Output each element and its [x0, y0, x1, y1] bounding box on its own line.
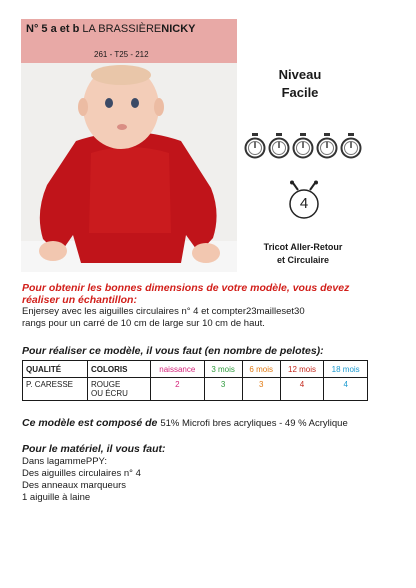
skein-count: 4: [324, 378, 368, 401]
composition-value: 51% Microfi bres acryliques - 49 % Acrylique: [160, 418, 348, 429]
level-title: Niveau: [278, 67, 322, 82]
sample-instructions-continued: rangs pour un carré de 10 cm de large sur 10 cm de haut.: [22, 318, 265, 329]
material-item: Dans lagammePPY:: [22, 456, 108, 467]
sample-heading: Pour obtenir les bonnes dimensions de votre modèle, vous devez: [22, 282, 350, 294]
stopwatch-icon: [268, 133, 290, 159]
stopwatch-icon: [340, 133, 362, 159]
material-item: Des aiguilles circulaires n° 4: [22, 468, 141, 479]
table-row: [23, 378, 368, 401]
color-cell: [88, 378, 151, 401]
baby-illustration: [21, 63, 237, 272]
pattern-title: [26, 23, 195, 35]
column-header-quality: QUALITÉ: [23, 361, 88, 378]
pattern-name-prefix: LA BRASSIÈRE: [82, 23, 162, 35]
column-header-color: COLORIS: [88, 361, 151, 378]
pattern-name-suffix: NICKY: [161, 23, 196, 35]
material-heading: Pour le matériel, il vous faut:: [22, 443, 166, 455]
model-number: N° 5 a et b: [26, 23, 80, 35]
yarn-requirements-heading: Pour réaliser ce modèle, il vous faut (en nombre de pelotes):: [22, 345, 324, 357]
quality-cell: P. CARESSE: [23, 378, 88, 401]
needle-size-value: 4: [299, 195, 309, 212]
baby-photo: [21, 63, 237, 272]
sample-instructions: Enjersey avec les aiguilles circulaires n° 4 et compter23mailleset30: [22, 306, 305, 317]
stopwatch-icon: [292, 133, 314, 159]
column-header-size: 12 mois: [280, 361, 324, 378]
skein-count: 3: [242, 378, 280, 401]
reference-code: 261 - T25 - 212: [94, 50, 149, 59]
material-item: 1 aiguille à laine: [22, 492, 91, 503]
yarn-table: [22, 360, 368, 401]
color-name: ROUGE: [91, 380, 121, 389]
skein-count: 3: [204, 378, 242, 401]
column-header-size: 3 mois: [204, 361, 242, 378]
column-header-size: 18 mois: [324, 361, 368, 378]
technique-line-2: et Circulaire: [276, 255, 330, 265]
composition-label: Ce modèle est composé de: [22, 417, 158, 429]
column-header-size: 6 mois: [242, 361, 280, 378]
technique-line-1: Tricot Aller-Retour: [263, 242, 343, 252]
column-header-size: naissance: [151, 361, 205, 378]
stopwatch-icon: [316, 133, 338, 159]
composition-row: [22, 417, 348, 430]
difficulty-rating: [244, 133, 362, 161]
material-item: Des anneaux marqueurs: [22, 480, 127, 491]
color-alternative: OU ÉCRU: [91, 389, 128, 398]
needle-size-badge: [284, 180, 324, 220]
table-header-row: [23, 361, 368, 378]
stopwatch-icon: [244, 133, 266, 159]
level-value: Facile: [281, 85, 319, 100]
skein-count: 4: [280, 378, 324, 401]
sample-heading-continued: réaliser un échantillon:: [22, 294, 137, 306]
skein-count: 2: [151, 378, 205, 401]
